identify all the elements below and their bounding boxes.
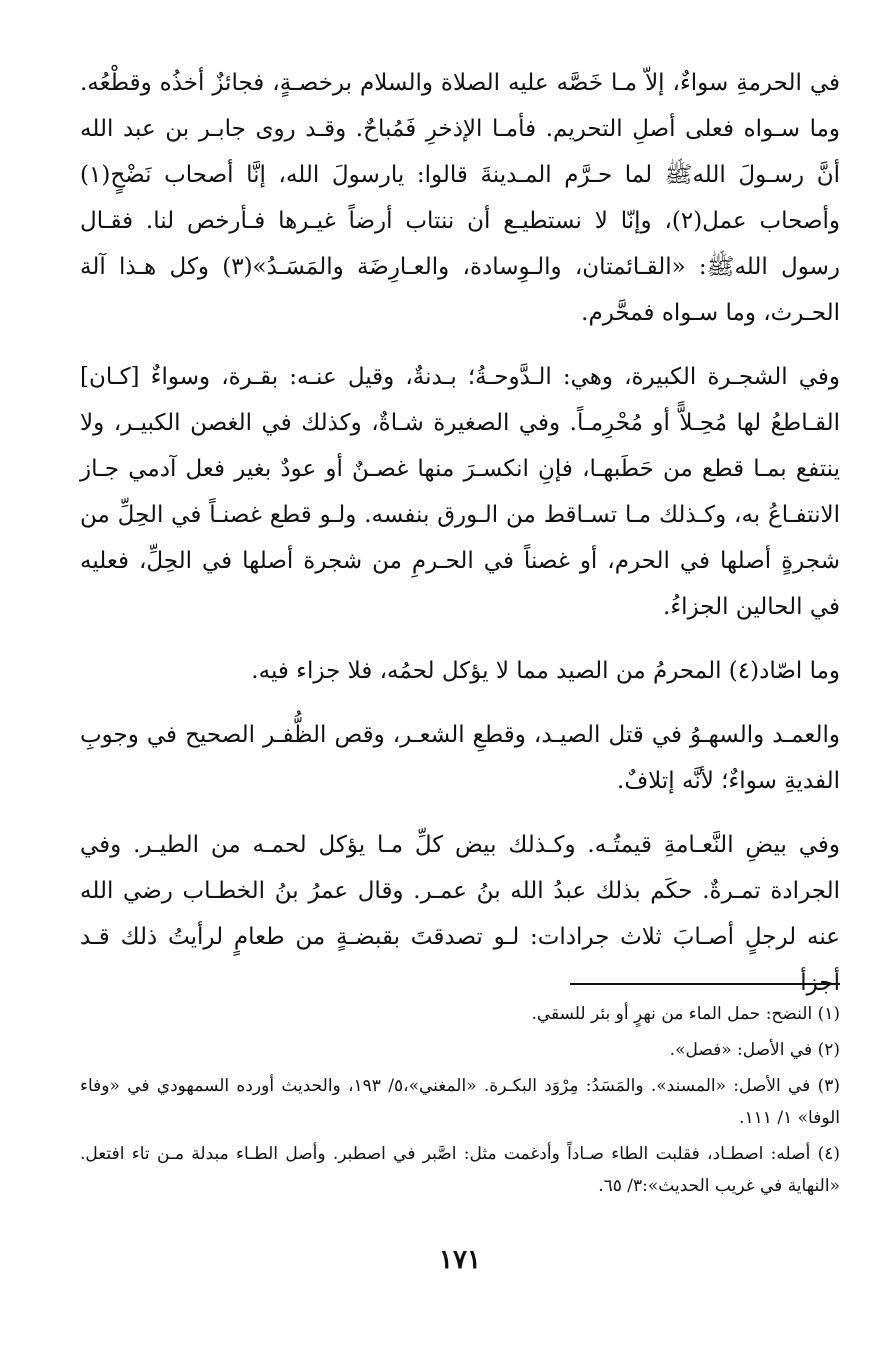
paragraph: وفي الشجـرة الكبيرة، وهي: الـدَّوحـةُ؛ بـدنةٌ، وقيل عنـه: بقـرة، وسواءٌ [كـان] القـاطعُ لها مُحِـلاًّ أو مُحْرِمـاً. وفي الصغيرة شـاةٌ، وكذلك في الغصن الكبيـر، ولا ينتفع بمـا قطع من حَطَبهـا، فإنِ انكسـرَ منها غصـنٌ أو عودٌ بغير فعل آدمي جـاز الانتفـاعُ به، وكـذلك مـا تسـاقط من الـورق بنفسه. ولـو قطع غصنـاً في الحِلِّ من شجرةٍ أصلها في الحرم، أو غصناً في الحـرمِ من شجرة أصلها في الحِلِّ، فعليه في الحالين الجزاءُ.	[80, 364, 840, 620]
paragraph: في الحرمةِ سواءٌ، إلاّ مـا خَصَّه عليه الصلاة والسلام برخصـةٍ، فجائزٌ أخذُه وقطْعُه. وما سـواه فعلى أصلِ التحريم. فأمـا الإذخرِ فَمُباحٌ. وقـد روى جابـر بن عبد الله أنَّ رسـولَ اللهﷺ لما حـرَّم المـدينةَ قالوا: يارسولَ الله، إنَّا أصحاب نَضْحٍ(١) وأصحاب عمل(٢)، وإنّا لا نستطيـع أن ننتاب أرضاً غيـرها فـأرخص لنا. فقـال رسول اللهﷺ: «القـائمتان، والـوِسادة، والعـارِضَة والمَسَـدُ»(٣) وكل هـذا آلة الحـرث، وما سـواه فمحَّرم.	[80, 70, 840, 326]
page-number: ١٧١	[439, 1245, 481, 1275]
footnote: (٤) أصله: اصطـاد، فقلبت الطاء صـاداً وأدغمت مثل: اصَّبر في اصطبر. وأصل الطـاء مبدلة مـن تاء افتعل. «النهاية في غريب الحديث»:٣/ ٦٥.	[80, 1144, 840, 1196]
footnote-divider	[570, 983, 840, 985]
document-page	[80, 60, 840, 1275]
paragraph: وما اصّاد(٤) المحرمُ من الصيد مما لا يؤكل لحمُه، فلا جزاء فيه.	[251, 658, 840, 684]
main-text	[80, 60, 840, 1006]
paragraph: وفي بيضِ النَّعـامةِ قيمتُـه. وكـذلك بيض كلِّ مـا يؤكل لحمـه من الطيـر. وفي الجرادة تمـرةٌ. حكَم بذلك عبدُ الله بنُ عمـر. وقال عمرُ بنُ الخطـاب رضي الله عنه لرجلٍ أصـابَ ثلاث جرادات: لـو تصدقتَ بقبضـةٍ من طعامٍ لرأيتُ ذلك قـد أجزأ	[80, 832, 840, 996]
footnote: (١) النضح: حمل الماء من نهرٍ أو بئر للسقي.	[531, 1004, 840, 1024]
footnote: (٣) في الأصل: «المسند». والمَسَدُ: مِرْوَد البكـرة. «المغني»،٥/ ١٩٣، والحديث أورده السمهودي في «وفاء الوفا» ١/ ١١١.	[80, 1076, 840, 1128]
footnote: (٢) في الأصل: «فصل».	[669, 1040, 840, 1060]
footnotes	[80, 998, 840, 1206]
paragraph: والعمـد والسهـوُ في قتل الصيـد، وقطعِ الشعـر، وقص الظُّفـر الصحيح في وجوبِ الفديةِ سواءٌ؛ لأنَّه إتلافٌ.	[80, 722, 840, 794]
